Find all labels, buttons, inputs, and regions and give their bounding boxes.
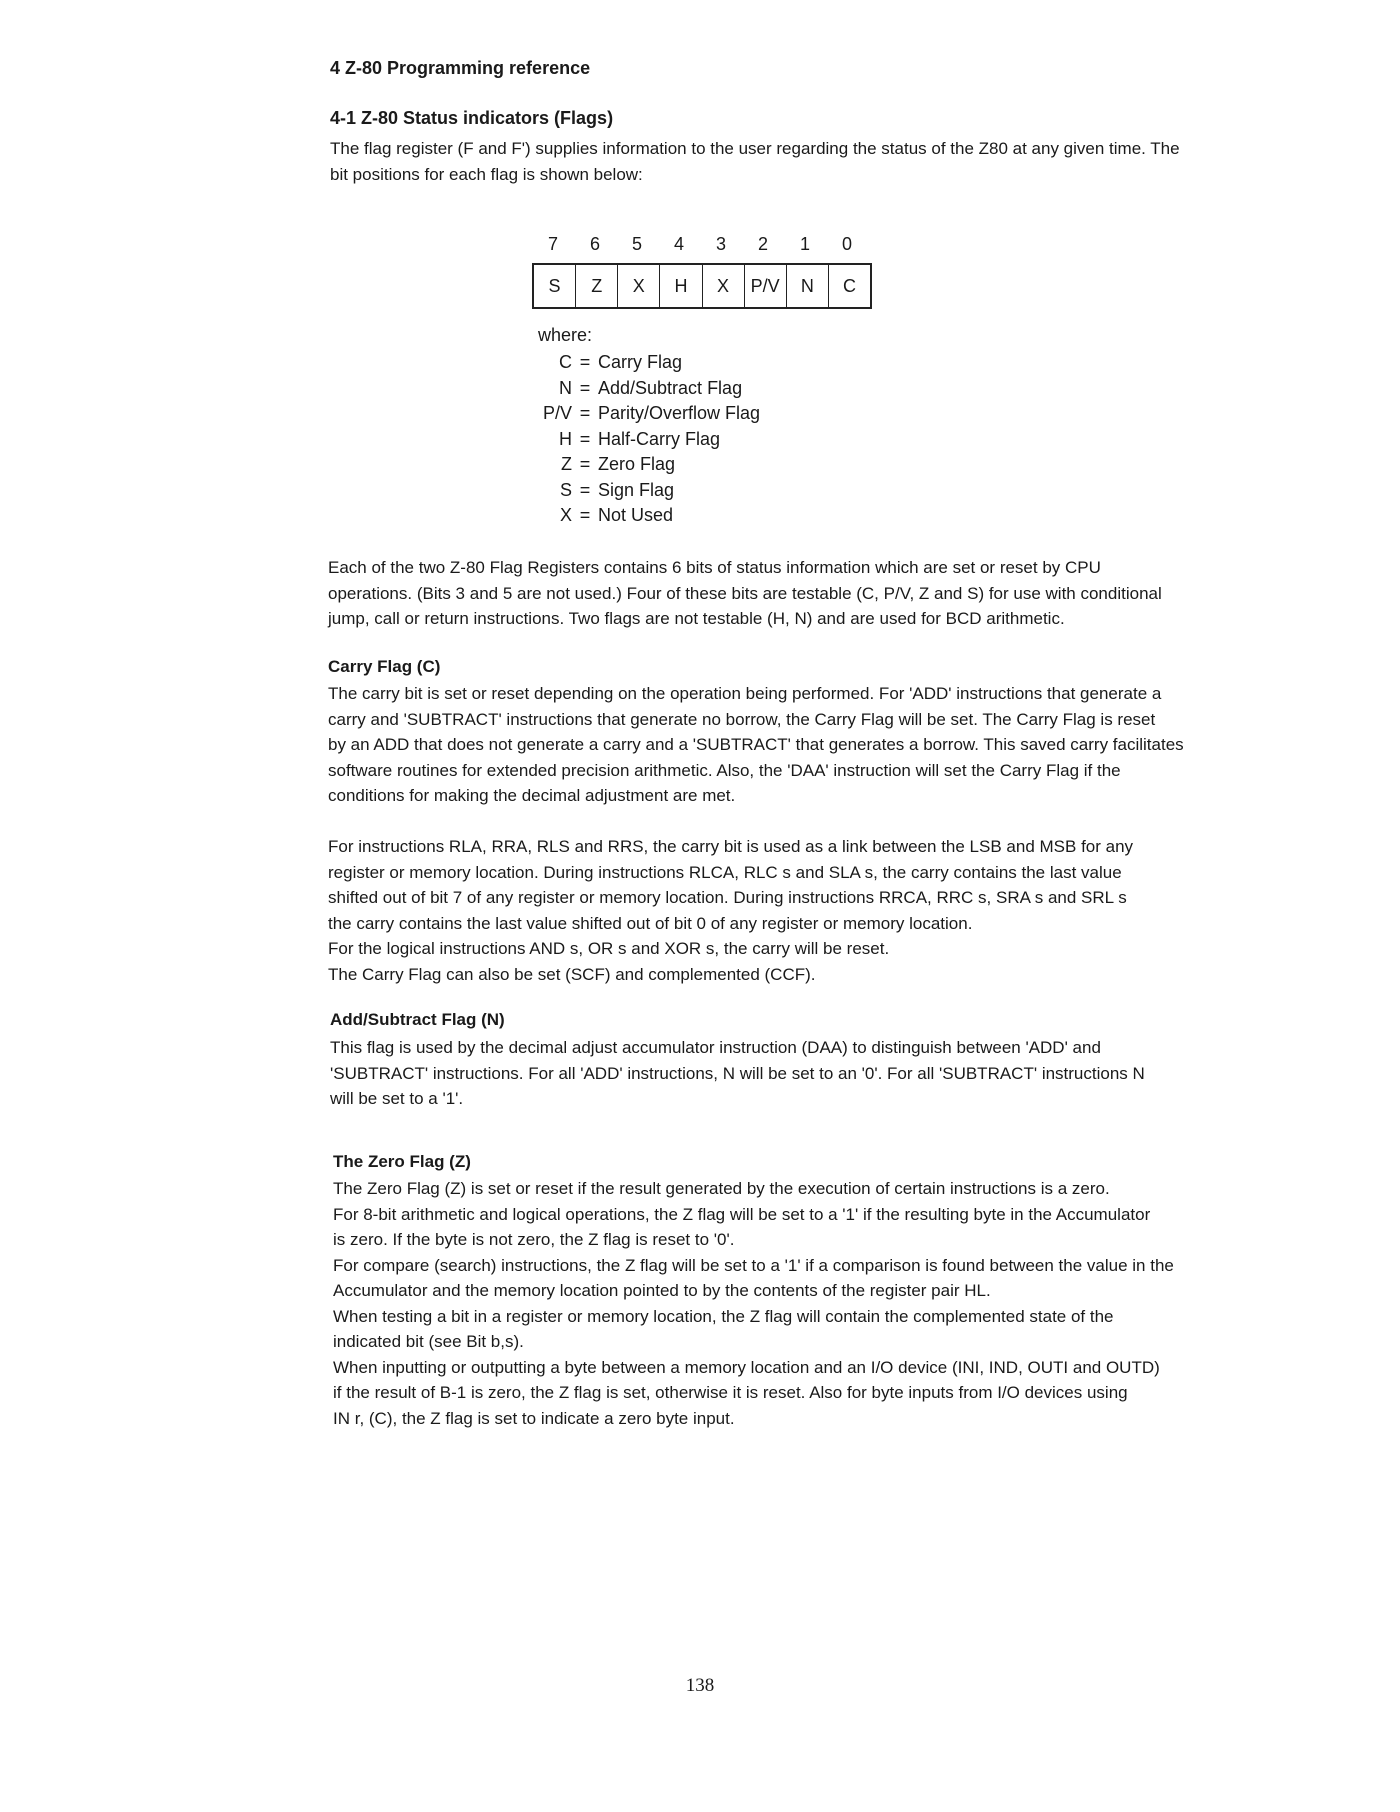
text-line: The Zero Flag (Z) is set or reset if the result generated by the execution of certain instructions is a zero.: [333, 1179, 1110, 1198]
carry-flag-heading: Carry Flag (C): [328, 657, 441, 676]
register-cell: X: [618, 265, 660, 307]
legend-equals: =: [579, 479, 591, 500]
register-cell: X: [703, 265, 745, 307]
legend-equals: =: [579, 454, 591, 474]
legend-equals: =: [579, 428, 591, 449]
text-line: For instructions RLA, RRA, RLS and RRS, the carry bit is used as a link between the LSB and MSB for any: [328, 837, 1134, 856]
section-title: 4-1 Z-80 Status indicators (Flags): [330, 108, 614, 128]
zero-flag-paragraph: [333, 1176, 1174, 1431]
text-line: For 8-bit arithmetic and logical operations, the Z flag will be set to a '1' if the resulting byte in the Accumulator: [333, 1204, 1151, 1224]
legend-desc: Carry Flag: [598, 352, 683, 372]
text-line: 'SUBTRACT' instructions. For all 'ADD' instructions, N will be set to an '0'. For all 'SUBTRACT' instructions N: [330, 1063, 1145, 1083]
text-line: will be set to a '1'.: [330, 1089, 464, 1108]
legend-desc: Zero Flag: [598, 454, 676, 474]
legend-key: C: [559, 352, 572, 372]
text-line: operations. (Bits 3 and 5 are not used.) Four of these bits are testable (C, P/V, Z and S) for use with conditional: [328, 583, 1162, 603]
legend-row: [520, 478, 760, 504]
text-line: is zero. If the byte is not zero, the Z flag is reset to '0'.: [333, 1230, 735, 1249]
flag-register-diagram: [532, 263, 872, 309]
text-line: bit positions for each flag is shown below:: [330, 164, 643, 184]
legend-key: N: [559, 377, 572, 398]
text-line: When inputting or outputting a byte between a memory location and an I/O device (INI, IND, OUTI and OUTD): [333, 1357, 1160, 1377]
text-line: The flag register (F and F') supplies information to the user regarding the status of the Z80 at any given time. The: [330, 139, 1180, 158]
bit-position-row: [532, 234, 872, 256]
text-line: if the result of B-1 is zero, the Z flag is set, otherwise it is reset. Also for byte inputs from I/O devices using: [333, 1383, 1128, 1402]
register-cell: H: [660, 265, 702, 307]
chapter-title: 4 Z-80 Programming reference: [330, 58, 591, 78]
intro-paragraph: [330, 136, 1180, 187]
bit-label: 7: [547, 234, 558, 254]
carry-paragraph-2: [328, 834, 1133, 987]
legend-key: P/V: [542, 403, 572, 423]
bit-label: 0: [841, 234, 852, 254]
where-label: where:: [538, 325, 593, 345]
bit-label: 2: [757, 234, 768, 254]
legend-equals: =: [579, 505, 591, 525]
zero-flag-heading: The Zero Flag (Z): [333, 1152, 471, 1171]
register-cell: Z: [576, 265, 618, 307]
text-line: conditions for making the decimal adjustment are met.: [328, 786, 736, 805]
add-subtract-paragraph: [330, 1035, 1145, 1112]
register-cell: S: [534, 265, 576, 307]
text-line: The Carry Flag can also be set (SCF) and complemented (CCF).: [328, 964, 816, 984]
legend-row: [520, 350, 760, 376]
flag-registers-paragraph: [328, 555, 1162, 632]
text-line: by an ADD that does not generate a carry and a 'SUBTRACT' that generates a borrow. This saved carry facilitates: [328, 735, 1184, 754]
legend-key: X: [559, 505, 572, 525]
legend-row: [520, 503, 760, 529]
legend-row: [520, 452, 760, 478]
bit-label: 5: [631, 234, 642, 254]
text-line: indicated bit (see Bit b,s).: [333, 1332, 524, 1351]
legend-key: Z: [561, 454, 572, 474]
text-line: the carry contains the last value shifted out of bit 0 of any register or memory location.: [328, 913, 973, 933]
legend-key: H: [559, 428, 572, 449]
legend-equals: =: [579, 352, 591, 372]
legend-key: S: [559, 479, 572, 500]
flag-legend: [520, 350, 760, 529]
legend-row: [520, 401, 760, 427]
legend-equals: =: [579, 403, 591, 423]
text-line: shifted out of bit 7 of any register or memory location. During instructions RRCA, RRC s, SRA s and SRL s: [328, 888, 1127, 907]
legend-desc: Add/Subtract Flag: [598, 377, 743, 398]
text-line: The carry bit is set or reset depending on the operation being performed. For 'ADD' instructions that generate a: [328, 684, 1162, 703]
text-line: IN r, (C), the Z flag is set to indicate a zero byte input.: [333, 1408, 735, 1428]
text-line: For compare (search) instructions, the Z flag will be set to a '1' if a comparison is found between the value in the: [333, 1255, 1174, 1275]
add-subtract-heading: Add/Subtract Flag (N): [330, 1010, 505, 1029]
legend-desc: Half-Carry Flag: [598, 428, 721, 449]
bit-label: 1: [799, 234, 810, 254]
register-cell: P/V: [745, 265, 787, 307]
legend-desc: Parity/Overflow Flag: [598, 403, 761, 423]
text-line: When testing a bit in a register or memory location, the Z flag will contain the complemented state of the: [333, 1306, 1114, 1326]
register-cell: C: [842, 275, 856, 296]
text-line: This flag is used by the decimal adjust accumulator instruction (DAA) to distinguish between 'ADD' and: [330, 1038, 1101, 1057]
register-cell: N: [787, 265, 829, 307]
legend-row: [520, 376, 760, 402]
page-number: 138: [685, 1675, 715, 1696]
text-line: Each of the two Z-80 Flag Registers contains 6 bits of status information which are set or reset by CPU: [328, 558, 1101, 577]
legend-desc: Sign Flag: [598, 479, 675, 500]
text-line: software routines for extended precision arithmetic. Also, the 'DAA' instruction will set the Carry Flag if the: [328, 760, 1121, 780]
bit-label: 3: [715, 234, 726, 254]
legend-row: [520, 427, 760, 453]
carry-paragraph-1: [328, 681, 1184, 809]
text-line: jump, call or return instructions. Two flags are not testable (H, N) and are used for BCD arithmetic.: [328, 609, 1065, 628]
legend-desc: Not Used: [598, 505, 674, 525]
text-line: For the logical instructions AND s, OR s and XOR s, the carry will be reset.: [328, 939, 890, 958]
text-line: carry and 'SUBTRACT' instructions that generate no borrow, the Carry Flag will be set. The Carry Flag is reset: [328, 709, 1156, 729]
legend-equals: =: [579, 377, 591, 398]
text-line: register or memory location. During instructions RLCA, RLC s and SLA s, the carry contains the last value: [328, 862, 1122, 882]
text-line: Accumulator and the memory location pointed to by the contents of the register pair HL.: [333, 1281, 991, 1300]
bit-label: 4: [673, 234, 684, 254]
bit-label: 6: [589, 234, 600, 254]
